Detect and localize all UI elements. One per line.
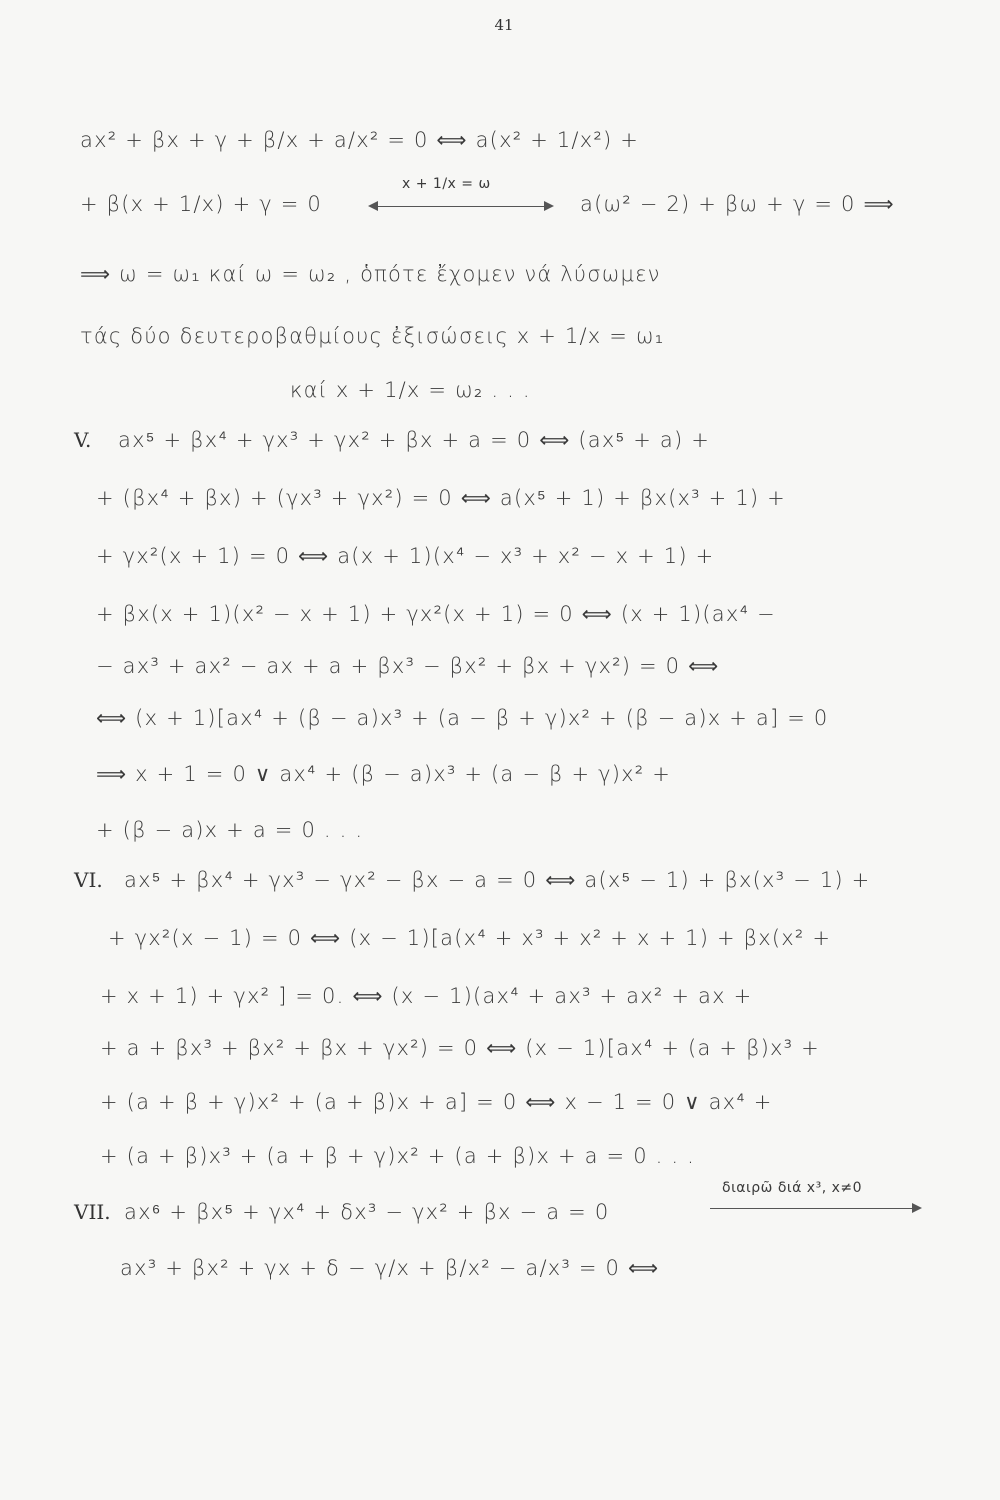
substitution-label: x + 1/x = ω <box>402 176 491 192</box>
equation-line-16: + x + 1) + γx² ] = 0. ⟺ (x − 1)(ax⁴ + ax³ + ax² + ax + <box>100 984 753 1008</box>
equation-line-9: + βx(x + 1)(x² − x + 1) + γx²(x + 1) = 0 ⟺ (x + 1)(ax⁴ − <box>96 602 776 626</box>
divide-label: διαιρῶ διά x³, x≠0 <box>722 1180 863 1196</box>
equation-line-3: ⟹ ω = ω₁ καί ω = ω₂ , ὁπότε ἔχομεν νά λύσωμεν <box>80 262 661 286</box>
equation-line-19: + (a + β)x³ + (a + β + γ)x² + (a + β)x + a = 0 . . . <box>100 1144 696 1168</box>
substitution-arrow <box>370 206 552 207</box>
section-label-v: V. <box>74 428 92 452</box>
equation-line-21: ax³ + βx² + γx + δ − γ/x + β/x² − a/x³ = 0 ⟺ <box>120 1256 660 1280</box>
equation-line-2: + β(x + 1/x) + γ = 0 <box>80 192 322 216</box>
equation-line-7: + (βx⁴ + βx) + (γx³ + γx²) = 0 ⟺ a(x⁵ + 1) + βx(x³ + 1) + <box>96 486 786 510</box>
divide-arrow <box>710 1208 920 1209</box>
equation-line-13: + (β − a)x + a = 0 . . . <box>96 818 364 842</box>
section-label-vii: VII. <box>74 1200 111 1224</box>
equation-line-18: + (a + β + γ)x² + (a + β)x + a] = 0 ⟺ x − 1 = 0 ∨ ax⁴ + <box>100 1090 773 1114</box>
equation-line-4: τάς δύο δευτεροβαθμίους ἐξισώσεις x + 1/x = ω₁ <box>80 324 665 348</box>
equation-line-1: ax² + βx + γ + β/x + a/x² = 0 ⟺ a(x² + 1/x²) + <box>80 128 640 152</box>
equation-line-6: ax⁵ + βx⁴ + γx³ + γx² + βx + a = 0 ⟺ (ax⁵ + a) + <box>118 428 711 452</box>
equation-line-12: ⟹ x + 1 = 0 ∨ ax⁴ + (β − a)x³ + (a − β + γ)x² + <box>96 762 672 786</box>
equation-line-20: ax⁶ + βx⁵ + γx⁴ + δx³ − γx² + βx − a = 0 <box>124 1200 610 1224</box>
equation-line-10: − ax³ + ax² − ax + a + βx³ − βx² + βx + γx²) = 0 ⟺ <box>96 654 720 678</box>
page-number: 41 <box>494 16 514 34</box>
equation-line-11: ⟺ (x + 1)[ax⁴ + (β − a)x³ + (a − β + γ)x² + (β − a)x + a] = 0 <box>96 706 829 730</box>
section-label-vi: VI. <box>74 868 103 892</box>
equation-line-5: καί x + 1/x = ω₂ . . . <box>290 378 531 402</box>
equation-line-14: ax⁵ + βx⁴ + γx³ − γx² − βx − a = 0 ⟺ a(x⁵ − 1) + βx(x³ − 1) + <box>124 868 871 892</box>
equation-line-17: + a + βx³ + βx² + βx + γx²) = 0 ⟺ (x − 1)[ax⁴ + (a + β)x³ + <box>100 1036 820 1060</box>
equation-line-8: + γx²(x + 1) = 0 ⟺ a(x + 1)(x⁴ − x³ + x² − x + 1) + <box>96 544 715 568</box>
equation-line-15: + γx²(x − 1) = 0 ⟺ (x − 1)[a(x⁴ + x³ + x² + x + 1) + βx(x² + <box>108 926 832 950</box>
equation-line-2b: a(ω² − 2) + βω + γ = 0 ⟹ <box>580 192 895 216</box>
